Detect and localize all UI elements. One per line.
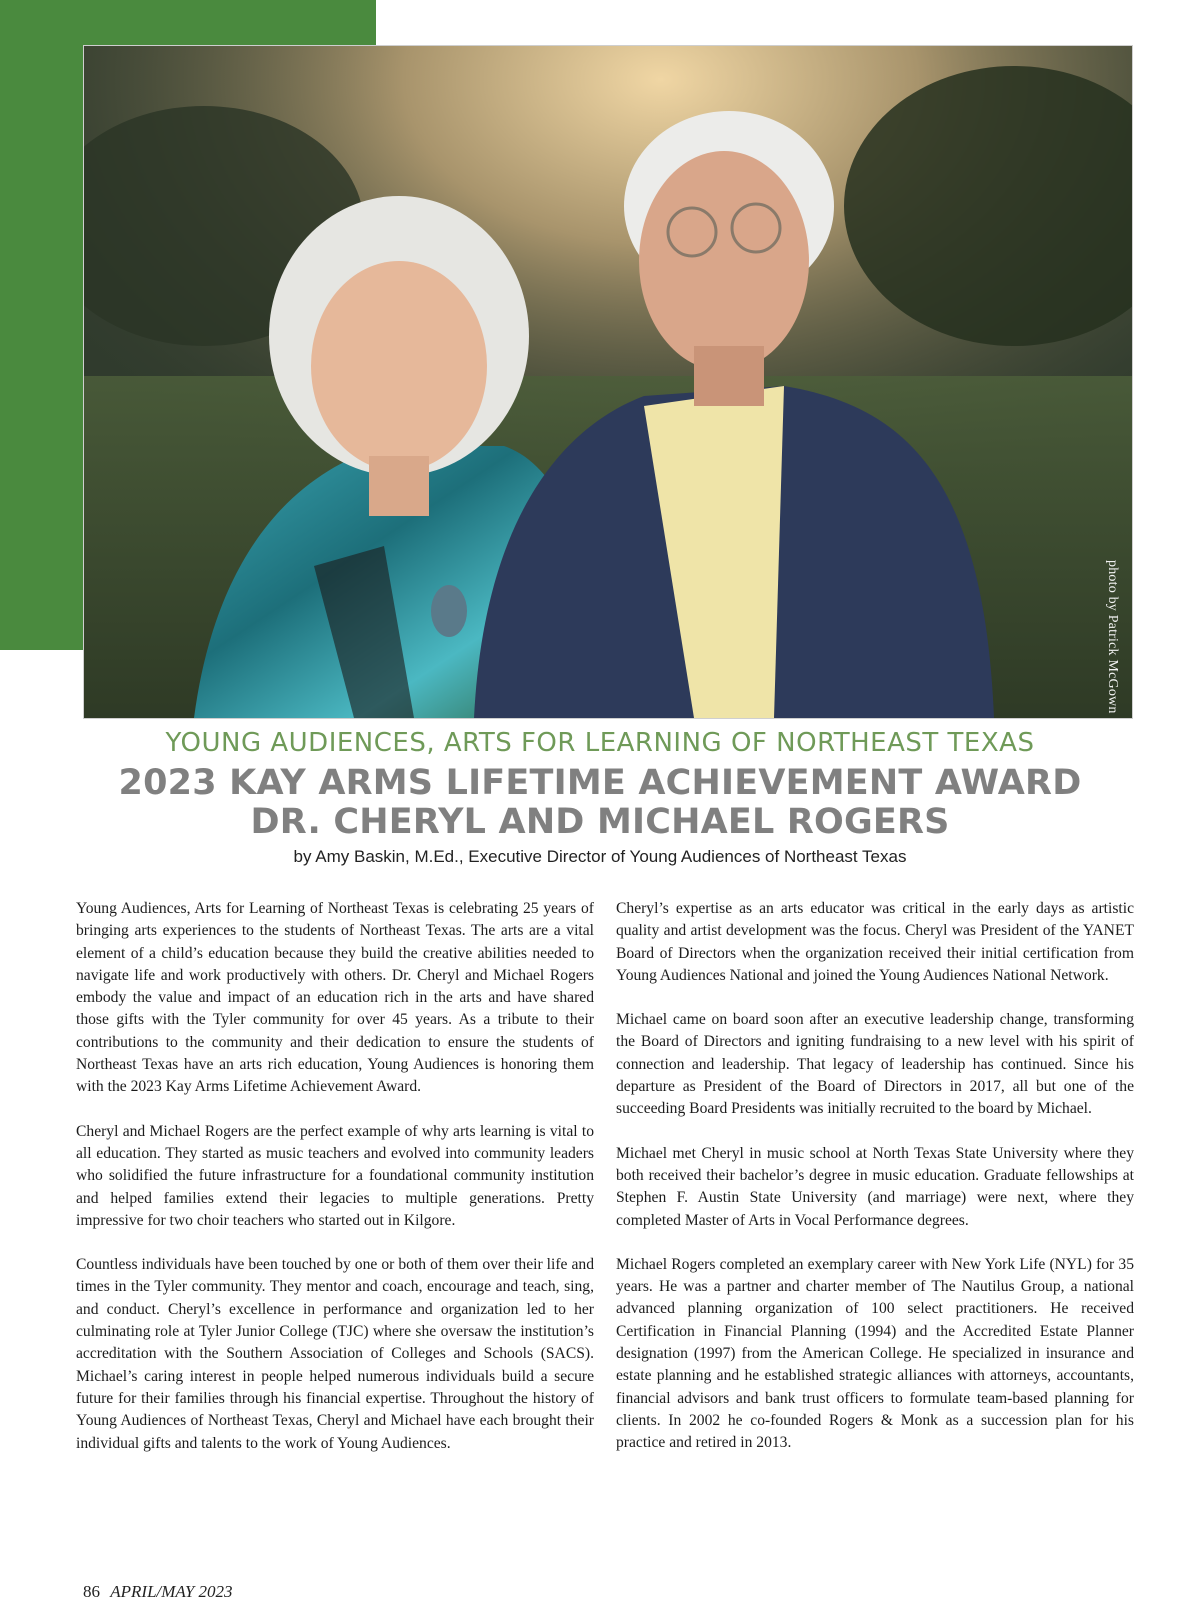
paragraph: Michael came on board soon after an executive leadership change, transforming the Board of Directors and igniting fundraising to a new level with his spirit of connection and leadership. That legacy of leadership has continued. Since his departure as President of the Board of Directors in 2017, all but one of the succeeding Board Presidents was initially recruited to the board by Michael. (616, 1011, 1134, 1118)
paragraph: Cheryl’s expertise as an arts educator was critical in the early days as artistic quality and artist development was the focus. Cheryl was President of the YANET Board of Directors when the organization received their initial certification from Young Audiences National and joined the Young Audiences National Network. (616, 900, 1134, 984)
award-title: 2023 KAY ARMS LIFETIME ACHIEVEMENT AWARD (118, 763, 1082, 803)
paragraph: Michael met Cheryl in music school at North Texas State University where they both received their bachelor’s degree in music education. Graduate fellowships at Stephen F. Austin State University (and marriage) were next, where they completed Master of Arts in Vocal Performance degrees. (616, 1144, 1134, 1229)
page-footer (83, 1582, 233, 1602)
paragraph: Young Audiences, Arts for Learning of Northeast Texas is celebrating 25 years of bringing arts experiences to the students of Northeast Texas. The arts are a vital element of a child’s education because they build the creative abilities needed to navigate life and work productively with others. Dr. Cheryl and Michael Rogers embody the value and impact of an education rich in the arts and have shared those gifts with the Tyler community for over 45 years. As a tribute to their contributions to the community and their dedication to ensure the students of Northeast Texas have an arts rich education, Young Audiences is honoring them with the 2023 Kay Arms Lifetime Achievement Award. (76, 900, 594, 1096)
byline: by Amy Baskin, M.Ed., Executive Director of Young Audiences of Northeast Texas (293, 847, 907, 866)
paragraph: Michael Rogers completed an exemplary career with New York Life (NYL) for 35 years. He was a partner and charter member of The Nautilus Group, a national advanced planning organization of 100 select practitioners. He received Certification in Financial Planning (1994) and the Accredited Estate Planner designation (1997) from the American College. He specialized in insurance and estate planning and he established strategic alliances with attorneys, accountants, financial advisors and bank trust officers to formulate team-based planning for clients. In 2002 he co-founded Rogers & Monk as a succession plan for his practice and retired in 2013. (616, 1255, 1134, 1452)
issue-date: APRIL/MAY 2023 (110, 1582, 233, 1601)
honorees-title: DR. CHERYL AND MICHAEL ROGERS (250, 802, 950, 842)
portrait-illustration (84, 46, 1132, 718)
paragraph: Cheryl and Michael Rogers are the perfect example of why arts learning is vital to all education. They started as music teachers and evolved into community leaders who solidified the future infrastructure for a foundational community institution and helped families extend their legacies to multiple generations. Pretty impressive for two choir teachers who started out in Kilgore. (76, 1122, 594, 1229)
article-column-right (616, 898, 1134, 1477)
portrait-photo (83, 45, 1133, 719)
kicker: YOUNG AUDIENCES, ARTS FOR LEARNING OF NORTHEAST TEXAS (165, 728, 1035, 758)
photo-credit: photo by Patrick McGown (1105, 560, 1120, 714)
paragraph: Countless individuals have been touched by one or both of them over their life and times in the Tyler community. They mentor and coach, encourage and teach, sing, and conduct. Cheryl’s excellence in performance and organization led to her culminating role at Tyler Junior College (TJC) where she oversaw the institution’s accreditation with the Southern Association of Colleges and Schools (SACS). Michael’s caring interest in people helped numerous individuals build a secure future for their families through his financial expertise. Throughout the history of Young Audiences of Northeast Texas, Cheryl and Michael have each brought their individual gifts and talents to the work of Young Audiences. (76, 1256, 594, 1452)
page-number: 86 (83, 1582, 100, 1601)
article-column-left (76, 898, 594, 1477)
